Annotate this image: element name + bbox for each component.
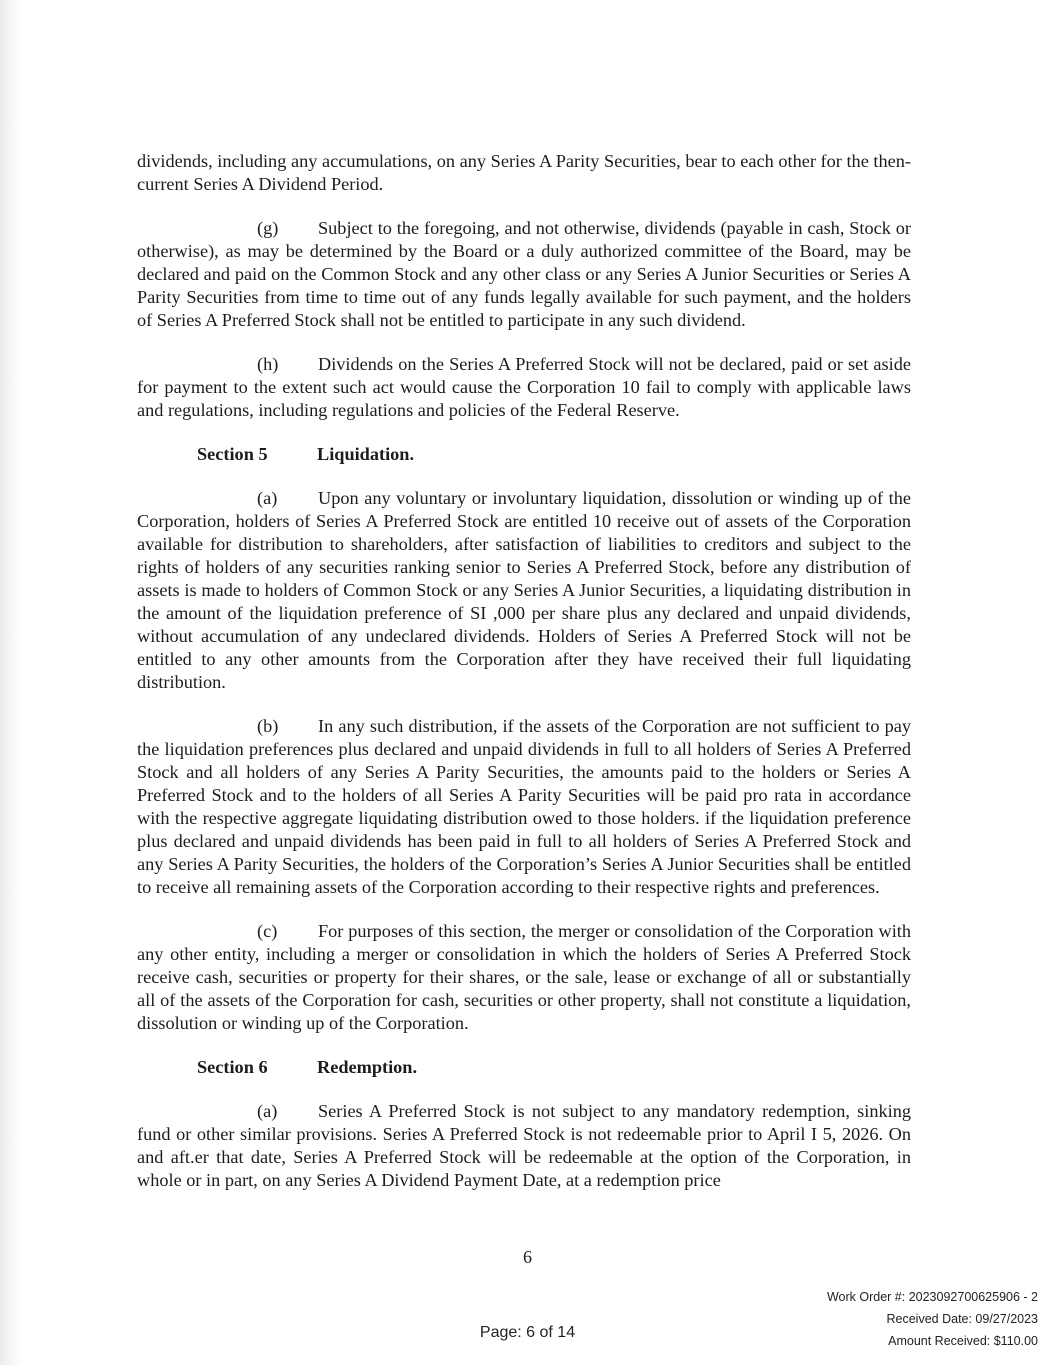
work-order-number: Work Order #: 2023092700625906 - 2 [826, 1290, 1038, 1304]
paragraph-label: (a) [257, 1101, 278, 1121]
paragraph-h [137, 353, 911, 422]
paragraph-label: (g) [257, 218, 279, 238]
section-5-paragraph-c [137, 920, 911, 1035]
page-shadow [0, 0, 22, 1365]
section-5-heading [197, 443, 911, 466]
paragraph-text: In any such distribution, if the assets of the Corporation are not sufficient to pay the liquidation preferences plus declared and unpaid dividends in full to all holders of Series A Preferred Stock and all holders of any Series A Parity Securities, the amounts paid to the holders or Series A Preferred Stock and to the holders of all Series A Parity Securities will be paid pro rata in accordance with the respective aggregate liquidating distribution owed to those holders. if the liquidation preference plus declared and unpaid dividends has been paid in full to all holders of Series A Preferred Stock and any Series A Parity Securities, the holders of the Corporation’s Series A Junior Securities shall be entitled to receive all remaining assets of the Corporation according to their respective rights and preferences. [137, 716, 911, 897]
received-date: Received Date: 09/27/2023 [886, 1312, 1038, 1326]
section-number: Section 5 [197, 444, 268, 464]
section-5-paragraph-b [137, 715, 911, 899]
section-title: Redemption. [317, 1057, 418, 1077]
amount-received: Amount Received: $110.00 [888, 1334, 1038, 1348]
paragraph-label: (a) [257, 488, 278, 508]
page-number: 6 [523, 1247, 532, 1267]
paragraph-text: Series A Preferred Stock is not subject to any mandatory redemption, sinking fund or other similar provisions. Series A Preferred Stock is not redeemable prior to April I 5, 2026. On and aft.er that date, Series A Preferred Stock will be redeemable at the option of the Corporation, in whole or in part, on any Series A Dividend Payment Date, at a redemption price [137, 1101, 911, 1190]
paragraph-text: Subject to the foregoing, and not otherwise, dividends (payable in cash, Stock or otherwise), as may be determined by the Board or a duly authorized committee of the Board, may be declared and paid on the Common Stock and any other class or any Series A Junior Securities or Series A Parity Securities from time to time out of any funds legally available for such payment, and the holders of Series A Preferred Stock shall not be entitled to participate in any such dividend. [137, 218, 911, 330]
paragraph-label: (b) [257, 716, 279, 736]
paragraph-text: Dividends on the Series A Preferred Stock will not be declared, paid or set aside for payment to the extent such act would cause the Corporation 10 fail to comply with applicable laws and regulations, including regulations and policies of the Federal Reserve. [137, 354, 911, 420]
continuation-paragraph: dividends, including any accumulations, on any Series A Parity Securities, bear to each other for the then-current Series A Dividend Period. [137, 151, 911, 194]
paragraph-text: For purposes of this section, the merger or consolidation of the Corporation with any other entity, including a merger or consolidation in which the holders of Series A Preferred Stock receive cash, securities or property for their shares, or the sale, lease or exchange of all or substantially all of the assets of the Corporation for cash, securities or other property, shall not constitute a liquidation, dissolution or winding up of the Corporation. [137, 921, 911, 1033]
filing-stamp [827, 1286, 1038, 1352]
document-body [137, 150, 911, 1213]
paragraph-label: (h) [257, 354, 279, 374]
page-indicator: Page: 6 of 14 [479, 1324, 576, 1341]
section-5-paragraph-a [137, 487, 911, 694]
section-6-heading [197, 1056, 911, 1079]
paragraph-label: (c) [257, 921, 278, 941]
paragraph-g [137, 217, 911, 332]
section-6-paragraph-a [137, 1100, 911, 1192]
section-number: Section 6 [197, 1057, 268, 1077]
paragraph-text: Upon any voluntary or involuntary liquidation, dissolution or winding up of the Corporation, holders of Series A Preferred Stock are entitled 10 receive out of assets of the Corporation available for distribution to shareholders, after satisfaction of liabilities to creditors and subject to the rights of holders of any securities ranking senior to Series A Preferred Stock, before any distribution of assets is made to holders of Common Stock or any Series A Junior Securities, a liquidating distribution in the amount of the liquidation preference of SI ,000 per share plus any declared and unpaid dividends, without accumulation of any undeclared dividends. Holders of Series A Preferred Stock will not be entitled to any other amounts from the Corporation after they have received their full liquidating distribution. [137, 488, 911, 692]
section-title: Liquidation. [317, 444, 415, 464]
